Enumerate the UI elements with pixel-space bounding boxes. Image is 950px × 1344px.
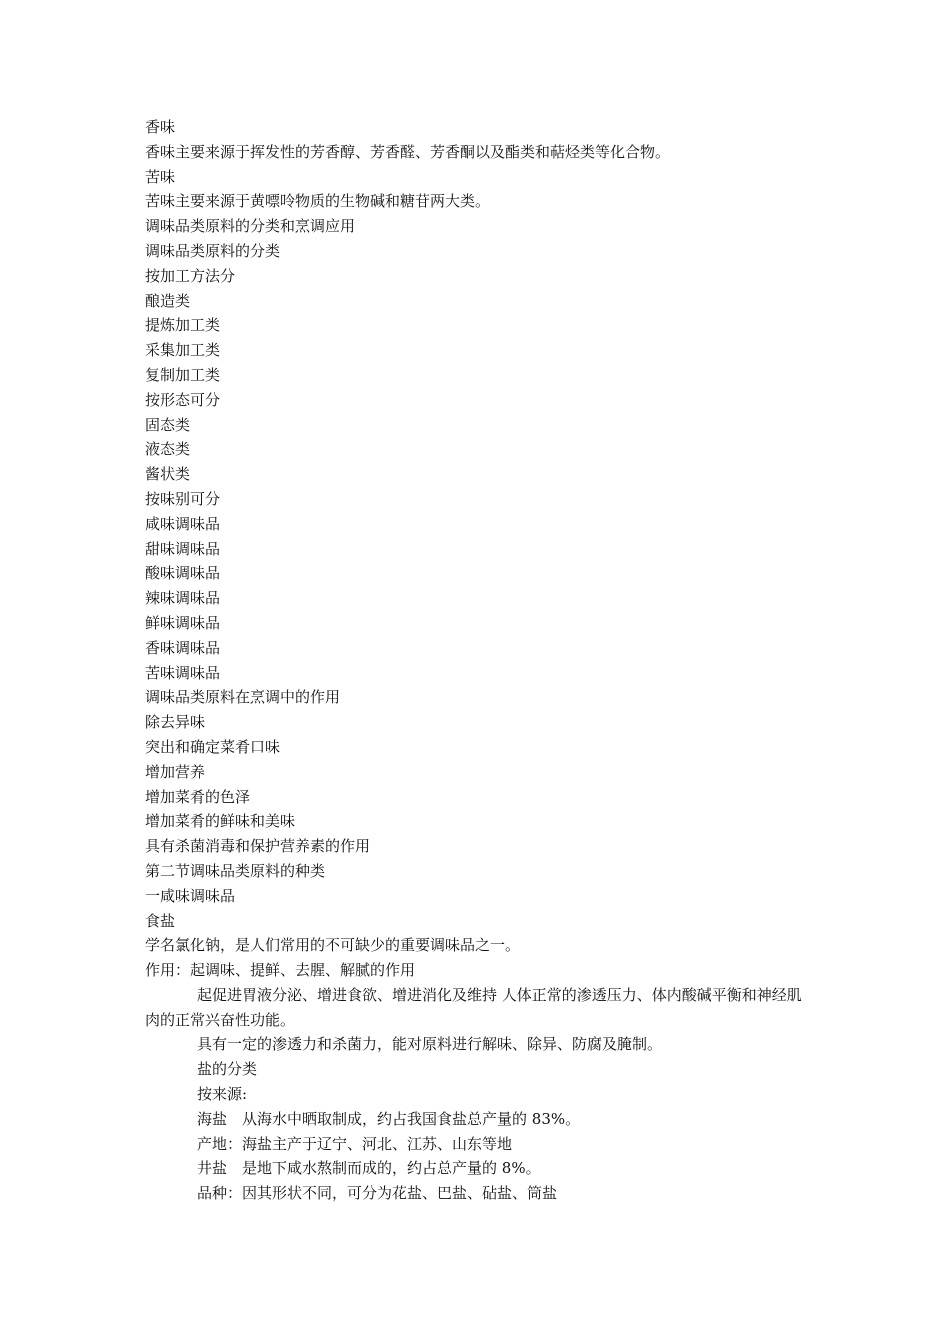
text-line: 学名氯化钠，是人们常用的不可缺少的重要调味品之一。: [145, 936, 521, 955]
text-line: 食盐: [145, 911, 176, 930]
text-line: 酱状类: [145, 465, 191, 484]
indented-line: 井盐 是地下咸水熬制而成的，约占总产量的 8%。: [197, 1159, 541, 1178]
text-line: 辣味调味品: [145, 589, 221, 608]
text-line: 甜味调味品: [145, 539, 221, 558]
text-line: 咸味调味品: [145, 514, 221, 533]
indented-line: 产地：海盐主产于辽宁、河北、江苏、山东等地: [197, 1134, 513, 1153]
text-line: 增加菜肴的色泽: [145, 787, 251, 806]
document-page: [145, 115, 825, 1206]
indented-line: 品种：因其形状不同，可分为花盐、巴盐、砧盐、筒盐: [197, 1184, 558, 1203]
text-line: 增加菜肴的鲜味和美味: [145, 812, 296, 831]
indented-line: 按来源:: [197, 1085, 248, 1104]
text-line: 固态类: [145, 415, 191, 434]
text-line: 采集加工类: [145, 341, 221, 360]
text-line: 酿造类: [145, 291, 191, 310]
text-line: 按味别可分: [145, 489, 221, 508]
text-line: 提炼加工类: [145, 316, 221, 335]
text-line: 复制加工类: [145, 365, 221, 384]
text-line: 按形态可分: [145, 390, 221, 409]
text-line: 调味品类原料在烹调中的作用: [145, 688, 341, 707]
text-line: 苦味: [145, 167, 176, 186]
text-line: 香味: [145, 118, 176, 136]
indented-line: 海盐 从海水中晒取制成，约占我国食盐总产量的 83%。: [197, 1109, 581, 1128]
text-line: 除去异味: [145, 713, 206, 732]
text-line: 调味品类原料的分类: [145, 241, 281, 260]
text-line: 苦味调味品: [145, 663, 221, 682]
text-line: 苦味主要来源于黄嘌呤物质的生物碱和糖苷两大类。: [145, 192, 491, 211]
indented-line: 盐的分类: [197, 1060, 258, 1079]
text-line: 液态类: [145, 440, 191, 459]
text-line: 具有杀菌消毒和保护营养素的作用: [145, 837, 371, 856]
text-line: 酸味调味品: [145, 564, 221, 583]
text-line: 鲜味调味品: [145, 613, 221, 632]
text-line: 作用：起调味、提鲜、去腥、解腻的作用: [145, 961, 416, 980]
text-line: 按加工方法分: [145, 266, 236, 285]
paragraph: 起促进胃液分泌、增进食欲、增进消化及维持 人体正常的渗透压力、体内酸碱平衡和神经肌肉的正常兴奋性功能。: [145, 985, 802, 1029]
section-heading: 调味品类原料的分类和烹调应用: [145, 217, 356, 236]
text-line: 增加营养: [145, 762, 206, 781]
text-line: 突出和确定菜肴口味: [145, 737, 281, 756]
text-line: 香味主要来源于挥发性的芳香醇、芳香醛、芳香酮以及酯类和萜烃类等化合物。: [145, 142, 671, 161]
section-heading: 第二节调味品类原料的种类: [145, 861, 326, 880]
indented-line: 具有一定的渗透力和杀菌力，能对原料进行解味、除异、防腐及腌制。: [197, 1035, 663, 1054]
text-line: 一咸味调味品: [145, 886, 236, 905]
text-line: 香味调味品: [145, 638, 221, 657]
